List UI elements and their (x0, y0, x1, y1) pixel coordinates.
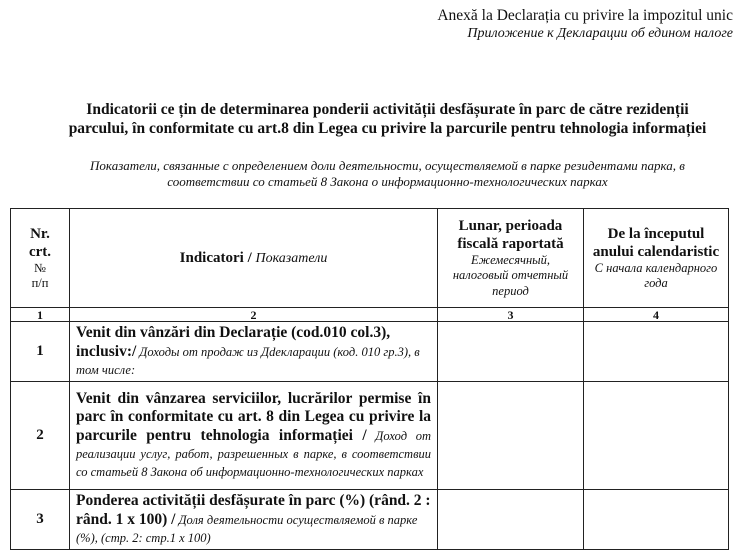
row-indicator (70, 490, 438, 550)
row-indicator-ru: Доходы от продаж из Дdекларации (код. 010 гр.3), в том числе: (76, 344, 420, 377)
table-row (11, 490, 729, 550)
header-indicators (70, 209, 438, 308)
header-nr (11, 209, 70, 308)
row-year-value[interactable] (584, 322, 729, 382)
row-indicator (70, 322, 438, 382)
header-monthly (438, 209, 584, 308)
annex-title-ro: Anexă la Declarația cu privire la impozitul unic (437, 7, 733, 24)
header-nr-ru-2: п/п (31, 276, 49, 290)
column-number-4: 4 (584, 308, 729, 322)
row-year-value[interactable] (584, 382, 729, 490)
table-row (11, 322, 729, 382)
table-row (11, 382, 729, 490)
header-indicators-ru: Показатели (255, 251, 328, 266)
table-header-row (11, 209, 729, 308)
annex-header (437, 6, 733, 43)
row-indicator-ro: Venit din vânzări din Declarație (cod.010 col.3), inclusiv:/ (76, 324, 391, 360)
header-monthly-ru: Ежемесячный, налоговый отчетный период (452, 252, 569, 298)
row-indicator-ro: Venit din vânzarea serviciilor, lucrărilor permise în parc în conformitate cu art. 8 din Legea cu privire la parcurile pentru tehnologia informației / (76, 389, 431, 444)
row-indicator-ru: Доход от реализации услуг, работ, разрешенных в парке, в соответствии со статьей 8 Закона об информационно-технологических парках (76, 428, 431, 480)
column-number-1: 1 (11, 308, 70, 322)
column-number-row (11, 308, 729, 322)
row-monthly-value[interactable] (438, 382, 584, 490)
header-indicators-sep: / (243, 250, 256, 266)
header-monthly-ro: Lunar, perioada fiscală raportată (457, 217, 564, 252)
row-number: 3 (11, 490, 70, 550)
header-year-ro: De la începutul anului calendaristic (592, 225, 720, 260)
column-number-3: 3 (438, 308, 584, 322)
header-year-ru: С начала календарного года (594, 260, 718, 290)
header-indicators-ro: Indicatori (179, 250, 244, 266)
row-monthly-value[interactable] (438, 322, 584, 382)
row-year-value[interactable] (584, 490, 729, 550)
row-number: 2 (11, 382, 70, 490)
document-subtitle: Показатели, связанные с определением доли деятельности, осуществляемой в парке резидентами парка, в соответствии со статьей 8 Закона о информационно-технологических парках (90, 158, 685, 189)
header-year (584, 209, 729, 308)
row-monthly-value[interactable] (438, 490, 584, 550)
header-nr-ro-2: crt. (28, 243, 52, 260)
row-indicator-ro: Ponderea activității desfășurate în parc (%) (rând. 2 : rând. 1 x 100) / (76, 492, 431, 528)
indicators-table (10, 208, 729, 550)
row-indicator-ru: Доля деятельности осуществляемой в парке (%), (стр. 2: стр.1 x 100) (76, 512, 418, 545)
row-number: 1 (11, 322, 70, 382)
row-indicator (70, 382, 438, 490)
header-nr-ro-1: Nr. (30, 225, 50, 242)
annex-title-ru: Приложение к Декларации об едином налоге (467, 26, 733, 41)
header-nr-ru-1: № (34, 260, 46, 275)
document-title: Indicatorii ce țin de determinarea ponderii activității desfășurate în parc de către rezidenții parcului, în conformitate cu art.8 din Legea cu privire la parcurile pentru tehnologia informației (68, 101, 707, 137)
column-number-2: 2 (70, 308, 438, 322)
